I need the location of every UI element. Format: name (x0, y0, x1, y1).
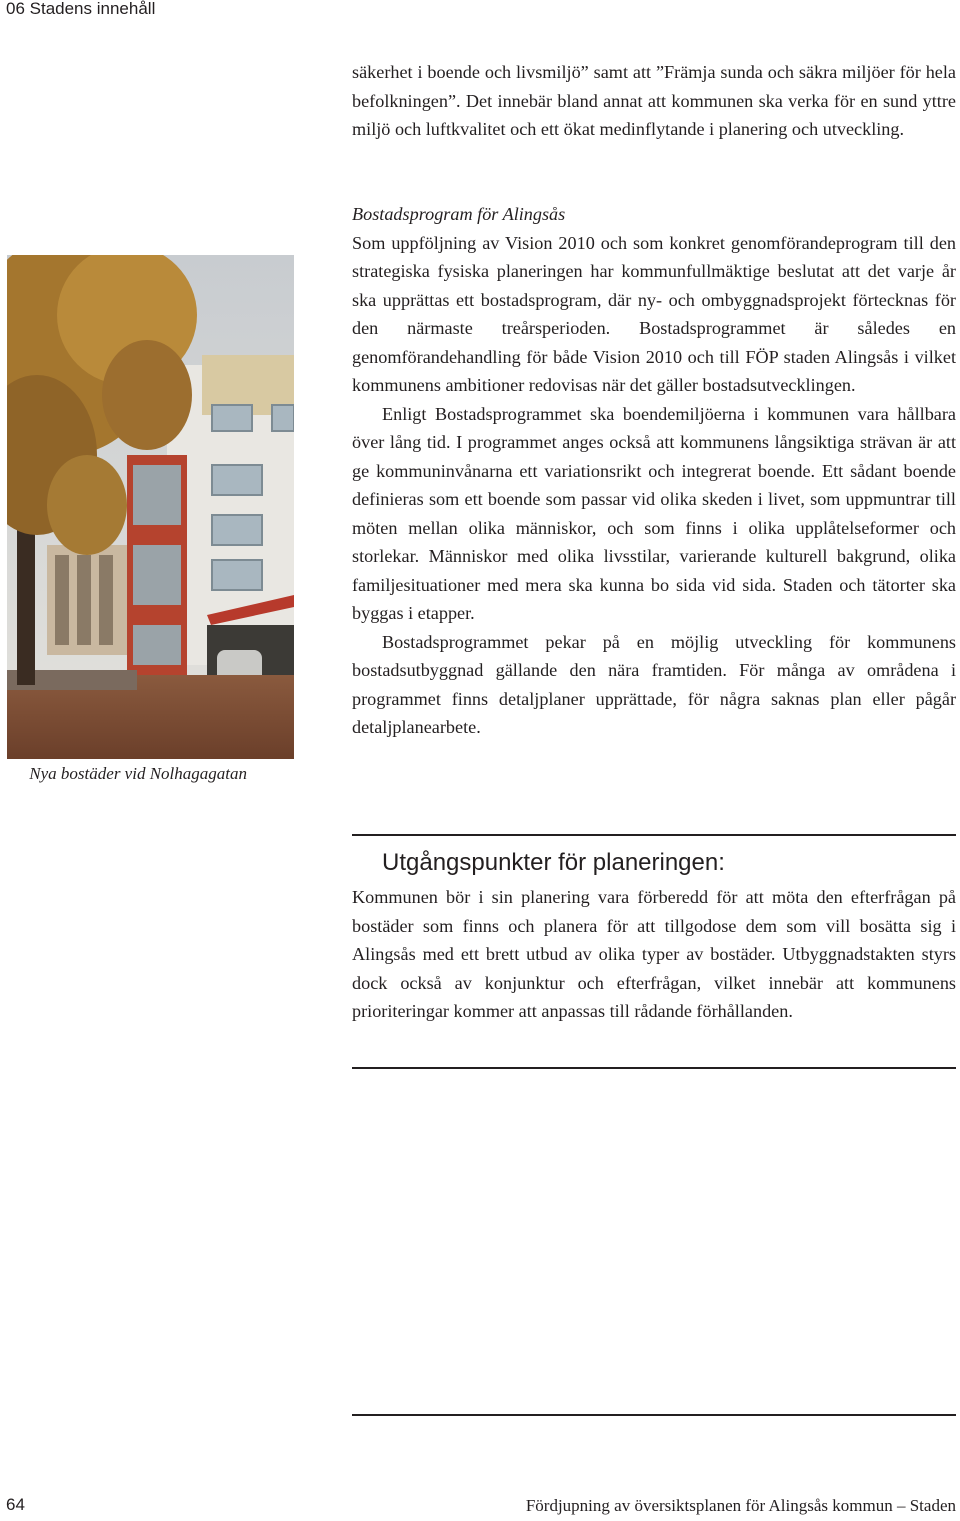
footer-rule (352, 1414, 956, 1416)
box-top-rule (352, 834, 956, 836)
planning-box (352, 883, 956, 1026)
body-paragraph-3: Bostadsprogrammet pekar på en möjlig utveckling för kommunens bostadsutbyggnad gällande den nära framtiden. För många av områdena i programmet finns detaljplaner upprättade, för några saknas plan eller pågår detaljplanearbete. (352, 631, 956, 737)
planning-box-title: Utgångspunkter för planeringen: (382, 849, 725, 876)
page-number: 64 (6, 1495, 25, 1514)
footer-title: Fördjupning av översiktsplanen för Alingsås kommun – Staden (525, 1496, 956, 1515)
body-paragraph-2: Enligt Bostadsprogrammet ska boendemiljöerna i kommunen vara hållbara över lång tid. I programmet anges också att kommunens långsiktiga strävan är att ge kommuninvånarna ett variationsrikt och integrerat boende. Ett sådant boende definieras som ett boende som passar vid olika skeden i livet, som uppmuntrar till möten mellan olika människor, och som finns i olika upplåtelseformer och storlekar. Människor med olika livsstilar, varierande kulturell bakgrund, olika familjesituationer med mera ska kunna bo sida vid sida. Staden och tätorter ska byggas i etapper. (352, 403, 956, 623)
photo-caption: Nya bostäder vid Nolhagagatan (29, 764, 247, 783)
box-bottom-rule (352, 1067, 956, 1069)
body-paragraph-1: Som uppföljning av Vision 2010 och som konkret genomförandeprogram till den strategiska fysiska planeringen har kommunfullmäktige beslutat att det varje år ska upprättas ett bostadsprogram, där ny- och ombyggnadsprojekt förtecknas för den närmaste treårsperioden. Bostadsprogrammet är således en genomförandehandling för både Vision 2010 och till FÖP staden Alingsås i vilket kommunens ambitioner redovisas när det gäller bostadsutvecklingen. (352, 232, 956, 395)
intro-section (352, 58, 956, 144)
intro-paragraph: säkerhet i boende och livsmiljö” samt att ”Främja sunda och säkra miljöer för hela befolkningen”. Det innebär bland annat att kommunen ska verka för en sund yttre miljö och luftkvalitet och ett ökat medinflytande i planering och utveckling. (352, 62, 956, 139)
bostadsprogram-section (352, 200, 956, 742)
section-subheading: Bostadsprogram för Alingsås (352, 204, 566, 224)
housing-photo (7, 255, 294, 759)
planning-box-paragraph: Kommunen bör i sin planering vara förberedd för att möta den efterfrågan på bostäder som finns och planera för att tillgodose dem som vill bosätta sig i Alingsås med ett brett utbud av olika typer av bostäder. Utbyggnadstakten styrs dock också av konjunktur och efterfrågan, vilket innebär att kommunens prioriteringar kommer att anpassas till rådande förhållanden. (352, 887, 956, 1021)
running-head: 06 Stadens innehåll (6, 0, 156, 18)
